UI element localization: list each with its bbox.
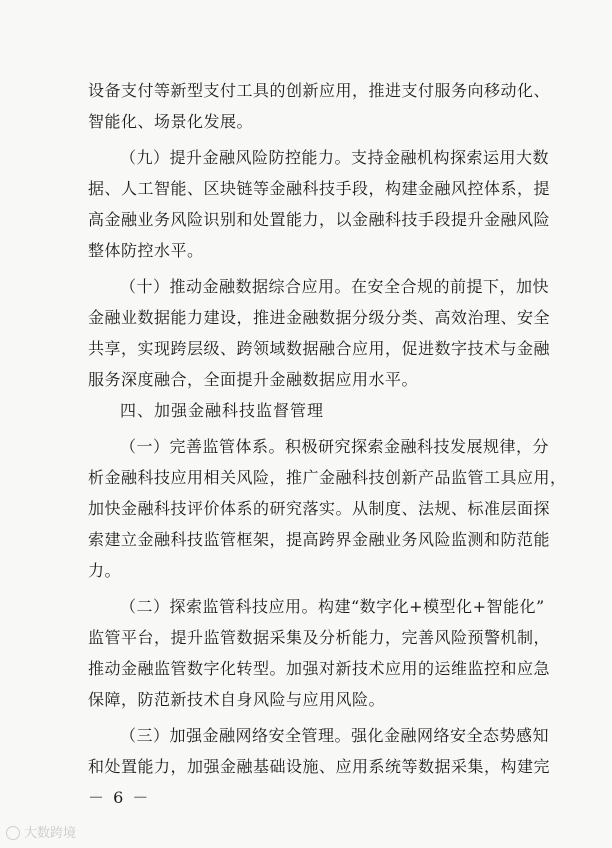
body-line: 保障，防范新技术自身风险与应用风险。 xyxy=(88,690,386,709)
body-line: 推动金融监管数字化转型。加强对新技术应用的运维监控和应急 xyxy=(88,659,551,678)
body-line: 索建立金融科技监管框架，提高跨界金融业务风险监测和防范能 xyxy=(88,530,551,549)
brand-logo-icon xyxy=(6,826,20,840)
watermark-text: 大数跨境 xyxy=(24,826,77,841)
body-line: 智能化、场景化发展。 xyxy=(88,112,254,131)
subsection-three-line: （三）加强金融网络安全管理。强化金融网络安全态势感知 xyxy=(120,726,550,745)
body-line: 监管平台，提升监管数据采集及分析能力，完善风险预警机制， xyxy=(88,628,551,647)
body-line: 力。 xyxy=(88,561,122,580)
body-line: 服务深度融合，全面提升金融数据应用水平。 xyxy=(88,370,419,389)
section-nine-line: （九）提升金融风险防控能力。支持金融机构探索运用大数 xyxy=(120,148,550,167)
section-ten-line: （十）推动金融数据综合应用。在安全合规的前提下，加快 xyxy=(120,277,550,296)
body-line: 整体防控水平。 xyxy=(88,241,204,260)
section-heading: 四、加强金融科技监督管理 xyxy=(120,401,325,420)
body-line: 和处置能力，加强金融基础设施、应用系统等数据采集，构建完 xyxy=(88,757,551,776)
subsection-one-line: （一）完善监管体系。积极研究探索金融科技发展规律，分 xyxy=(120,437,550,456)
body-line: 设备支付等新型支付工具的创新应用，推进支付服务向移动化、 xyxy=(88,81,551,100)
body-line: 金融业数据能力建设，推进金融数据分级分类、高效治理、安全 xyxy=(88,308,551,327)
body-line: 高金融业务风险识别和处置能力，以金融科技手段提升金融风险 xyxy=(88,210,551,229)
body-line: 共享，实现跨层级、跨领域数据融合应用，促进数字技术与金融 xyxy=(88,339,551,358)
subsection-two-line: （二）探索监管科技应用。构建“数字化+模型化+智能化” xyxy=(120,597,545,616)
body-line: 析金融科技应用相关风险，推广金融科技创新产品监管工具应用， xyxy=(88,468,567,487)
watermark xyxy=(6,822,76,841)
body-line: 据、人工智能、区块链等金融科技手段，构建金融风控体系，提 xyxy=(88,179,551,198)
page-number: － 6 － xyxy=(88,788,151,807)
body-line: 加快金融科技评价体系的研究落实。从制度、法规、标准层面探 xyxy=(88,499,551,518)
